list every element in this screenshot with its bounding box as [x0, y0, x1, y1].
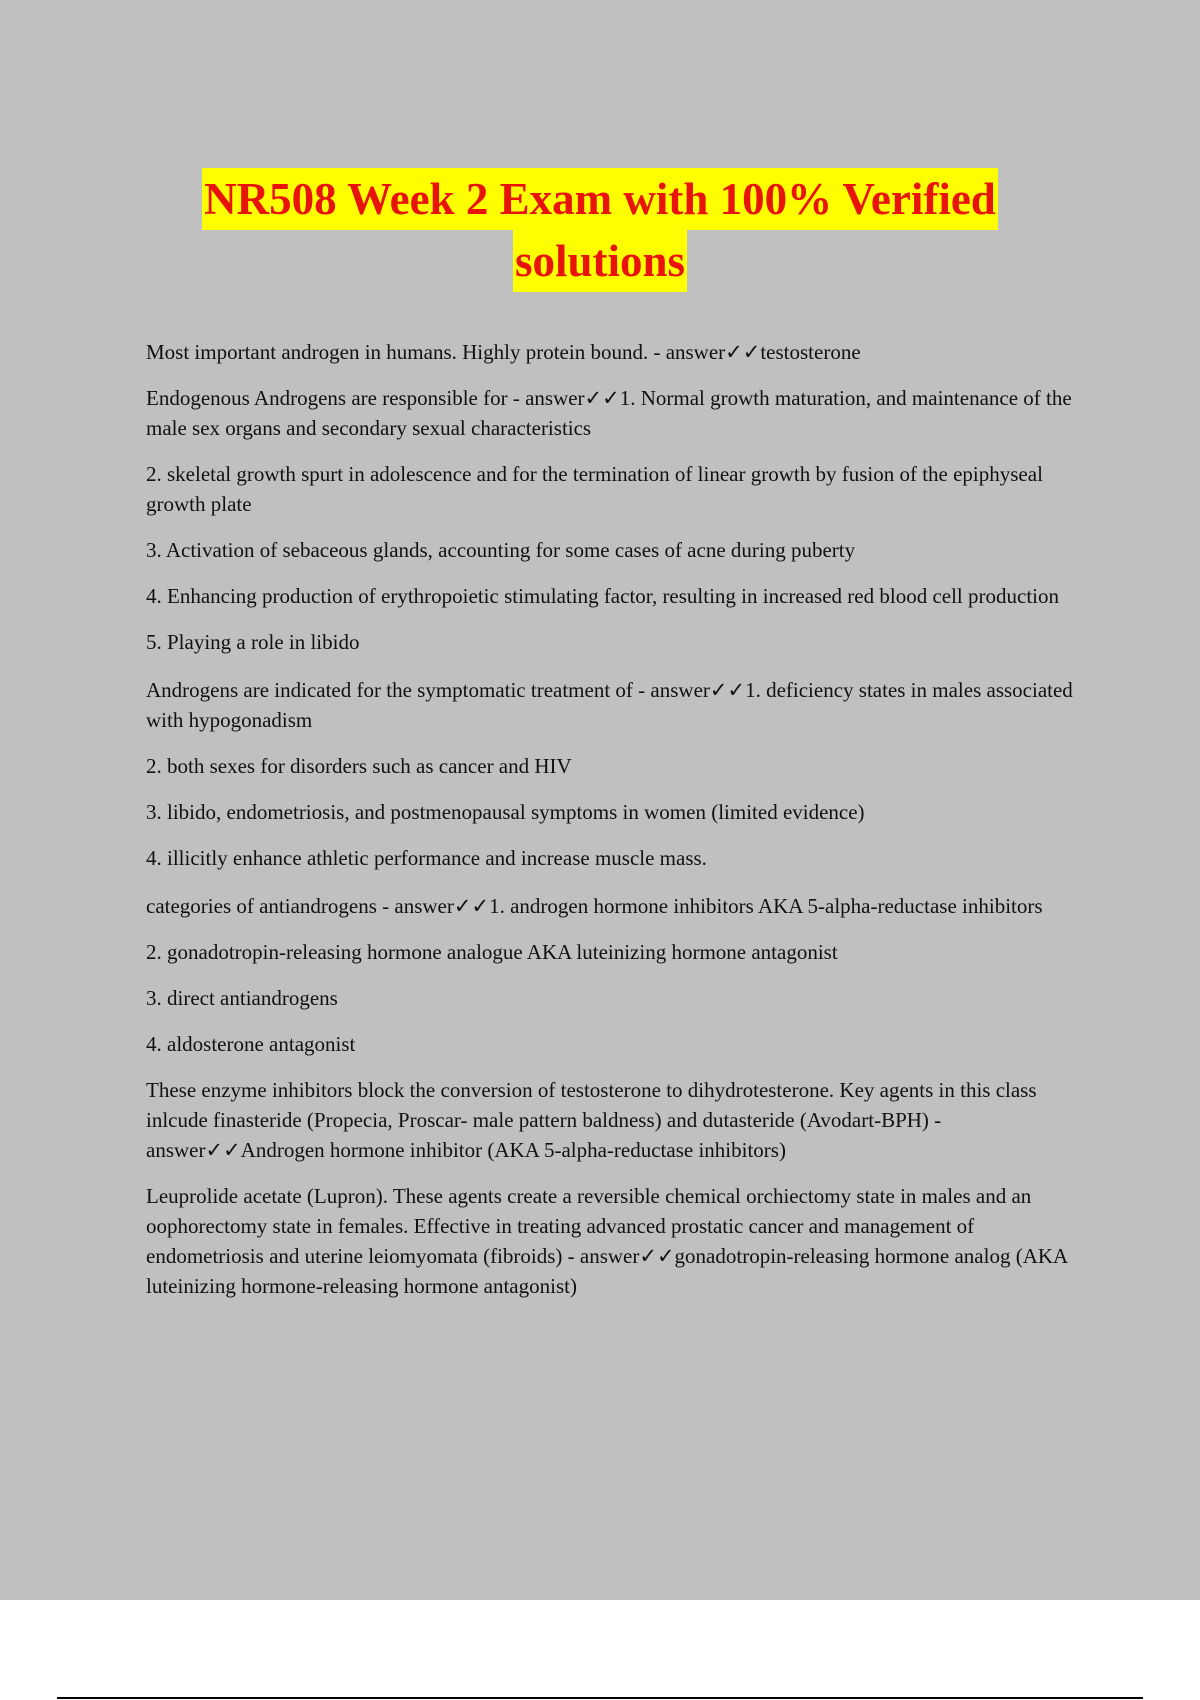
- title-line-2: solutions: [513, 230, 687, 292]
- qa-paragraph-11: categories of antiandrogens - answer✓✓1. androgen hormone inhibitors AKA 5-alpha-reductase inhibitors: [146, 894, 1043, 918]
- qa-paragraph-1: Most important androgen in humans. Highly protein bound. - answer✓✓testosterone: [146, 340, 861, 364]
- qa-paragraph-3: 2. skeletal growth spurt in adolescence and for the termination of linear growth by fusion of the epiphyseal growth plate: [146, 462, 1043, 516]
- qa-paragraph-13: 3. direct antiandrogens: [146, 986, 338, 1010]
- question-answer-list: [146, 337, 1091, 1317]
- qa-paragraph-2: Endogenous Androgens are responsible for - answer✓✓1. Normal growth maturation, and maintenance of the male sex organs and secondary sexual characteristics: [146, 386, 1072, 440]
- qa-paragraph-14: 4. aldosterone antagonist: [146, 1032, 356, 1056]
- qa-paragraph-16: Leuprolide acetate (Lupron). These agents create a reversible chemical orchiectomy state in males and an oophorectomy state in females. Effective in treating advanced prostatic cancer and management of endometriosis and uterine leiomyomata (fibroids) - answer✓✓gonadotropin-releasing hormone analog (AKA luteinizing hormone-releasing hormone antagonist): [146, 1184, 1068, 1298]
- qa-paragraph-9: 3. libido, endometriosis, and postmenopausal symptoms in women (limited evidence): [146, 800, 865, 824]
- qa-paragraph-8: 2. both sexes for disorders such as cancer and HIV: [146, 754, 572, 778]
- qa-paragraph-10: 4. illicitly enhance athletic performance and increase muscle mass.: [146, 846, 707, 870]
- qa-paragraph-7: Androgens are indicated for the symptomatic treatment of - answer✓✓1. deficiency states in males associated with hypogonadism: [146, 678, 1073, 732]
- document-title: [0, 168, 1200, 292]
- qa-paragraph-12: 2. gonadotropin-releasing hormone analogue AKA luteinizing hormone antagonist: [146, 940, 838, 964]
- qa-paragraph-6: 5. Playing a role in libido: [146, 630, 360, 654]
- qa-paragraph-15: These enzyme inhibitors block the conversion of testosterone to dihydrotesterone. Key agents in this class inlcude finasteride (Propecia, Proscar- male pattern baldness) and dutasteride (Avodart-BPH) - answer✓✓Androgen hormone inhibitor (AKA 5-alpha-reductase inhibitors): [146, 1078, 1037, 1162]
- qa-paragraph-4: 3. Activation of sebaceous glands, accounting for some cases of acne during puberty: [146, 538, 856, 562]
- qa-paragraph-5: 4. Enhancing production of erythropoietic stimulating factor, resulting in increased red blood cell production: [146, 584, 1059, 608]
- footer-divider: [57, 1697, 1143, 1699]
- title-line-1: NR508 Week 2 Exam with 100% Verified: [202, 168, 998, 230]
